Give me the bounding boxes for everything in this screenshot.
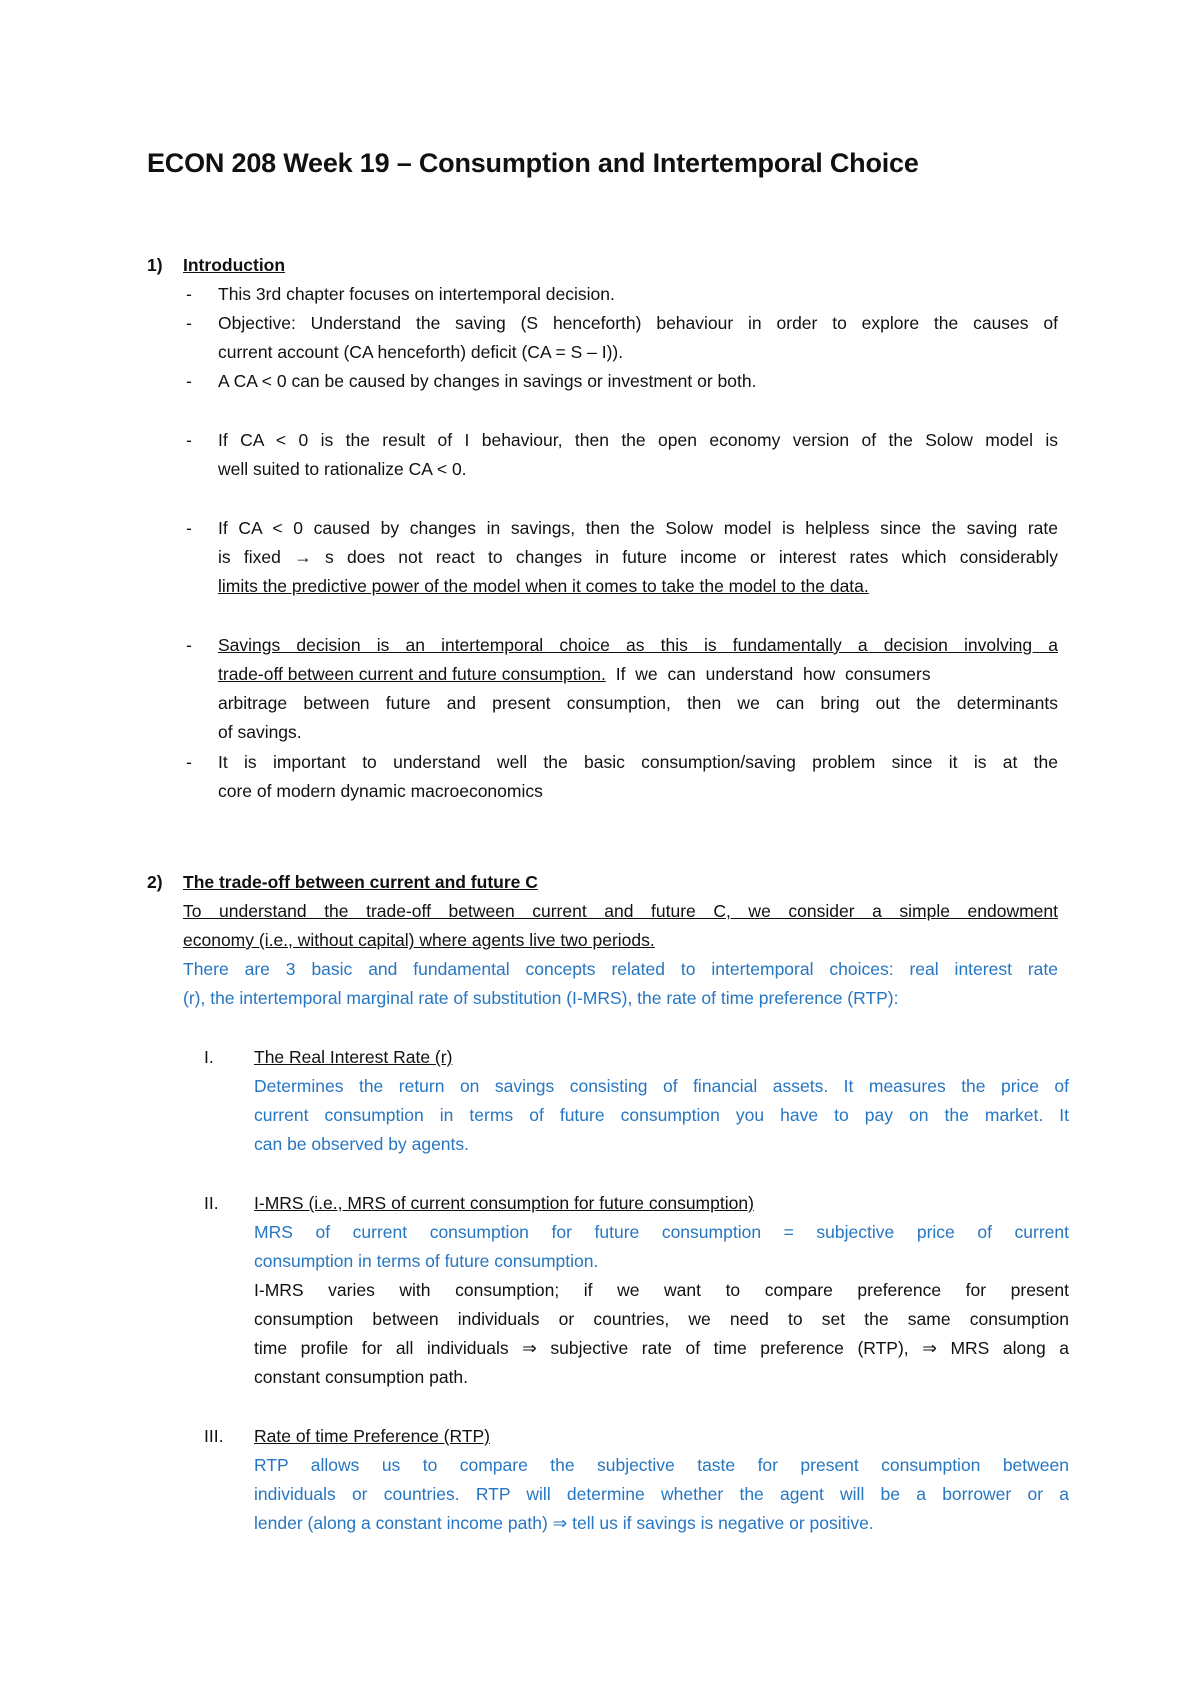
bullet-text-underlined: trade-off between current and future consumption. [218, 664, 606, 684]
section-number: 2) [147, 872, 163, 892]
bullet-dash: - [186, 430, 192, 450]
bullet-dash: - [186, 635, 192, 655]
item-text-blue: RTP allows us to compare the subjective taste for present consumption between [254, 1455, 1069, 1475]
bullet-text: limits the predictive power of the model when it comes to take the model to the data. [218, 576, 869, 596]
intro-text-blue: (r), the intertemporal marginal rate of substitution (I-MRS), the rate of time preference (RTP): [183, 988, 899, 1008]
bullet-text: Savings decision is an intertemporal choice as this is fundamentally a decision involving a [218, 635, 1058, 655]
bullet-text: If CA < 0 is the result of I behaviour, then the open economy version of the Solow model is [218, 430, 1058, 450]
intro-text: To understand the trade-off between current and future C, we consider a simple endowment [183, 901, 1058, 921]
item-text: I-MRS varies with consumption; if we want to compare preference for present [254, 1280, 1069, 1300]
item-heading: The Real Interest Rate (r) [254, 1047, 453, 1067]
item-text-blue: can be observed by agents. [254, 1134, 470, 1154]
section-heading: The trade-off between current and future C [183, 872, 538, 892]
section-number: 1) [147, 255, 163, 275]
item-text-blue: lender (along a constant income path) ⇒ tell us if savings is negative or positive. [254, 1513, 874, 1533]
item-heading: Rate of time Preference (RTP) [254, 1426, 491, 1446]
bullet-text: It is important to understand well the basic consumption/saving problem since it is at the [218, 752, 1058, 772]
item-text-blue: consumption in terms of future consumption. [254, 1251, 599, 1271]
item-text: constant consumption path. [254, 1367, 469, 1387]
bullet-text: Objective: Understand the saving (S henceforth) behaviour in order to explore the causes of [218, 313, 1058, 333]
bullet-dash: - [186, 284, 192, 304]
item-text-blue: individuals or countries. RTP will determine whether the agent will be a borrower or a [254, 1484, 1069, 1504]
bullet-text-row [218, 663, 1058, 685]
section-heading: Introduction [183, 255, 286, 275]
item-heading: I-MRS (i.e., MRS of current consumption for future consumption) [254, 1193, 754, 1213]
item-numeral: I. [204, 1047, 214, 1067]
item-text-blue: Determines the return on savings consisting of financial assets. It measures the price of [254, 1076, 1069, 1096]
item-text: consumption between individuals or countries, we need to set the same consumption [254, 1309, 1069, 1329]
item-text-blue: current consumption in terms of future consumption you have to pay on the market. It [254, 1105, 1069, 1125]
page-title: ECON 208 Week 19 – Consumption and Intertemporal Choice [147, 148, 919, 178]
bullet-text: arbitrage between future and present consumption, then we can bring out the determinants [218, 693, 1058, 713]
bullet-dash: - [186, 313, 192, 333]
bullet-dash: - [186, 371, 192, 391]
item-numeral: II. [204, 1193, 219, 1213]
item-text: time profile for all individuals ⇒ subjective rate of time preference (RTP), ⇒ MRS along a [254, 1338, 1069, 1358]
bullet-text: A CA < 0 can be caused by changes in savings or investment or both. [218, 371, 757, 391]
bullet-text: well suited to rationalize CA < 0. [218, 459, 467, 479]
bullet-text: is fixed → s does not react to changes in future income or interest rates which considerably [218, 547, 1058, 567]
item-numeral: III. [204, 1426, 224, 1446]
item-text-blue: MRS of current consumption for future consumption = subjective price of current [254, 1222, 1069, 1242]
intro-text-blue: There are 3 basic and fundamental concepts related to intertemporal choices: real interest rate [183, 959, 1058, 979]
bullet-text: If CA < 0 caused by changes in savings, then the Solow model is helpless since the saving rate [218, 518, 1058, 538]
bullet-text: current account (CA henceforth) deficit (CA = S – I)). [218, 342, 624, 362]
bullet-dash: - [186, 752, 192, 772]
intro-text: economy (i.e., without capital) where agents live two periods. [183, 930, 655, 950]
bullet-text: core of modern dynamic macroeconomics [218, 781, 543, 801]
bullet-dash: - [186, 518, 192, 538]
bullet-text: If we can understand how consumers [605, 664, 931, 684]
bullet-text: of savings. [218, 722, 302, 742]
bullet-text: This 3rd chapter focuses on intertemporal decision. [218, 284, 615, 304]
